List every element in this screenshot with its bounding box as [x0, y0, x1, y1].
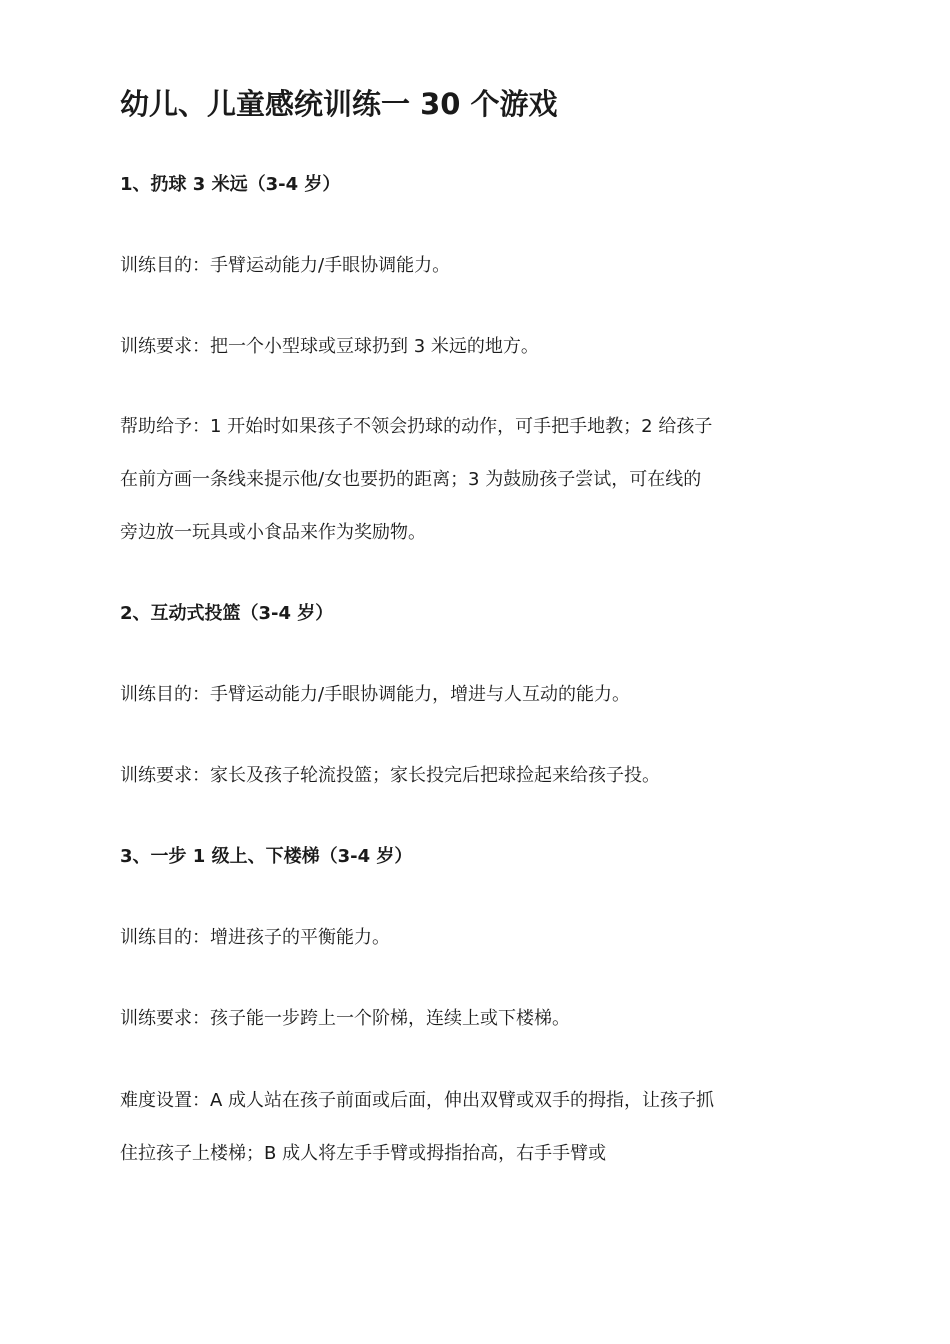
section-1-help — [120, 400, 832, 559]
section-3-difficulty-line-1: 难度设置：A 成人站在孩子前面或后面，伸出双臂或双手的拇指，让孩子抓 — [120, 1090, 715, 1111]
section-3-requirement: 训练要求：孩子能一步跨上一个阶梯，连续上或下楼梯。 — [120, 1008, 570, 1029]
section-3-heading: 3、一步 1 级上、下楼梯（3-4 岁） — [120, 846, 413, 867]
document-title: 幼儿、儿童感统训练一 30 个游戏 — [120, 87, 558, 121]
section-1-requirement: 训练要求：把一个小型球或豆球扔到 3 米远的地方。 — [120, 336, 539, 357]
section-1-goal: 训练目的：手臂运动能力/手眼协调能力。 — [120, 255, 451, 276]
section-1-heading: 1、扔球 3 米远（3-4 岁） — [120, 174, 341, 195]
section-3-goal: 训练目的：增进孩子的平衡能力。 — [120, 927, 390, 948]
section-2-goal: 训练目的：手臂运动能力/手眼协调能力，增进与人互动的能力。 — [120, 684, 631, 705]
section-3-difficulty-line-2: 住拉孩子上楼梯；B 成人将左手手臂或拇指抬高，右手手臂或 — [120, 1143, 607, 1164]
section-2-heading: 2、互动式投篮（3-4 岁） — [120, 603, 334, 624]
section-1-help-line-1: 帮助给予：1 开始时如果孩子不领会扔球的动作，可手把手地教；2 给孩子 — [120, 416, 713, 437]
section-3-difficulty — [120, 1074, 832, 1180]
section-1-help-line-2: 在前方画一条线来提示他/女也要扔的距离；3 为鼓励孩子尝试，可在线的 — [120, 469, 702, 490]
section-2-requirement: 训练要求：家长及孩子轮流投篮；家长投完后把球捡起来给孩子投。 — [120, 765, 660, 786]
section-1-help-line-3: 旁边放一玩具或小食品来作为奖励物。 — [120, 522, 426, 543]
